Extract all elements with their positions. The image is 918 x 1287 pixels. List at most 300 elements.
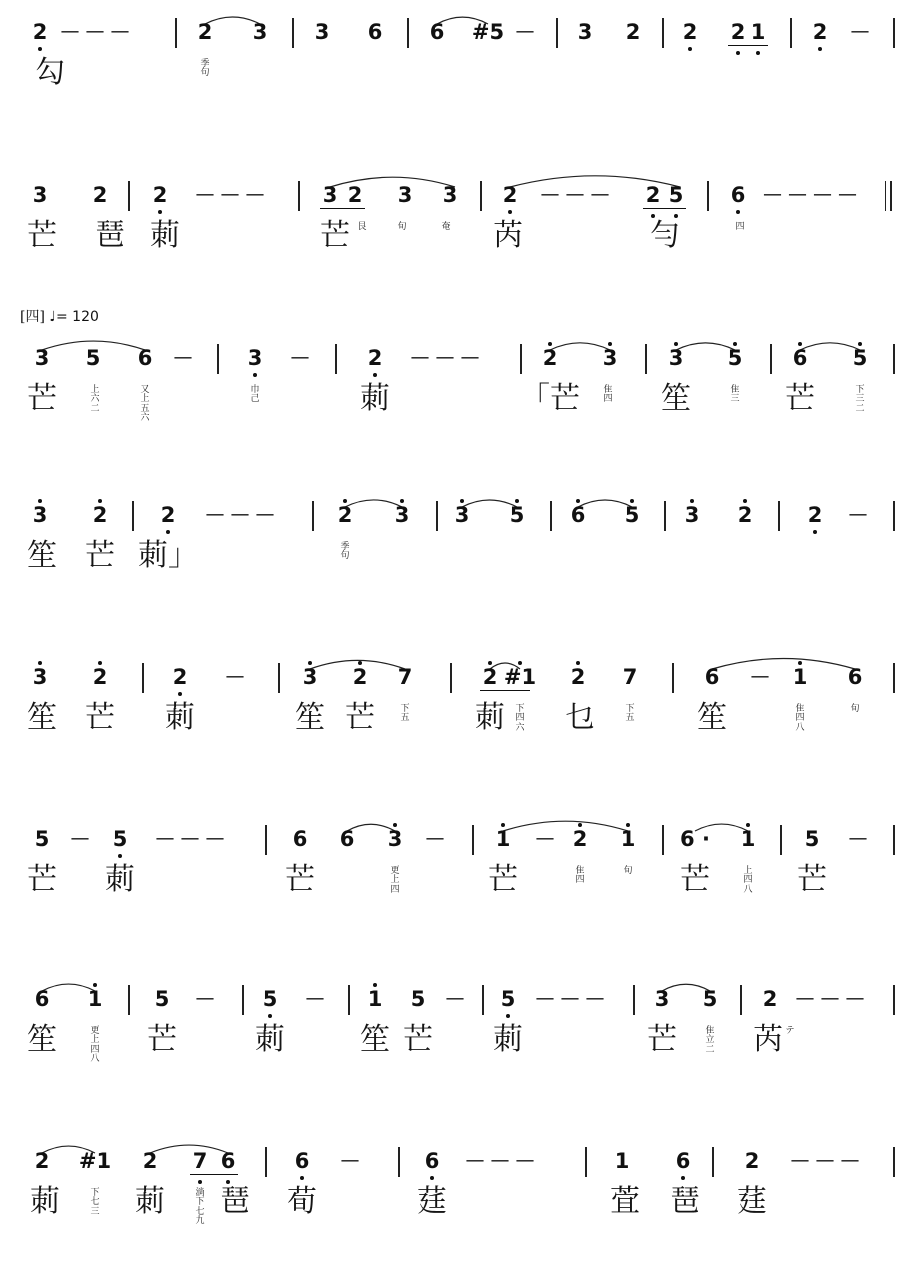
note-numeral: 3 [668,346,684,370]
upper-octave-dot [38,661,42,665]
duration-dash: — — — [410,346,480,368]
guqin-tablature-glyph: 乜 [565,700,595,735]
guqin-tablature-glyph: 芒 [345,700,375,735]
upper-octave-dot [373,983,377,987]
guqin-tablature-glyph: 芒 [85,700,115,735]
barline [142,663,144,693]
note-numeral: 1 [740,827,756,851]
note-numeral: 3 [247,346,263,370]
tablature-annotation: 旬 [623,866,633,876]
tempo-mark: ♩= 120 [49,309,99,325]
duration-dash: — [173,346,193,368]
note-numeral: 5 [34,827,50,851]
barline [520,344,522,374]
note-numeral: 5 [154,987,170,1011]
note-numeral: 3 [684,503,700,527]
guqin-tablature-glyph: 莿 [150,218,180,253]
tablature-annotation: 季 句 [340,542,350,562]
guqin-tablature-glyph: 笙 [697,700,727,735]
lower-octave-dot [300,1176,304,1180]
upper-octave-dot [38,499,42,503]
note-numeral: 5 [410,987,426,1011]
upper-octave-dot [746,823,750,827]
duration-dash: — — — [205,503,275,525]
upper-octave-dot [308,661,312,665]
barline [550,501,552,531]
note-numeral: 6 [792,346,808,370]
note-numeral: 3 [32,665,48,689]
barline [217,344,219,374]
duration-dash: — — — [535,987,605,1009]
barline [740,985,742,1015]
guqin-tablature-glyph: 莿 [30,1184,60,1219]
upper-octave-dot [798,342,802,346]
eighth-underline [728,45,768,46]
note-numeral: 3 [454,503,470,527]
tablature-annotation: 隹 四 [575,866,585,886]
upper-octave-dot [488,661,492,665]
tablature-annotation: 下 七 三 [90,1188,100,1217]
note-numeral: 7 [192,1149,208,1173]
note-numeral: 3 [654,987,670,1011]
tablature-annotation: 四 [735,222,745,232]
barline [298,181,300,211]
lower-octave-dot [681,1176,685,1180]
note-numeral: 6 [847,665,863,689]
note-numeral: 5 [262,987,278,1011]
tablature-annotation: 下 五 [625,704,635,724]
tablature-annotation: 下 三 二 [855,385,865,414]
tablature-annotation: 隹 立 二 [705,1026,715,1055]
tablature-annotation: 旬 [397,222,407,232]
lower-octave-dot [253,373,257,377]
note-numeral: 3 [602,346,618,370]
upper-octave-dot [515,499,519,503]
duration-dash: — [445,987,465,1009]
barline [778,501,780,531]
guqin-tablature-glyph: 莿 [135,1184,165,1219]
duration-dash: — [750,665,770,687]
duration-dash: — — — — [762,183,858,205]
note-numeral: 1 [792,665,808,689]
note-numeral: 6 [730,183,746,207]
guqin-tablature-glyph: 荀 [287,1184,317,1219]
guqin-tablature-glyph: 芒 [27,218,57,253]
barline [480,181,482,211]
duration-dash: — — — [60,20,130,42]
note-numeral: 2 [645,183,661,207]
barline [436,501,438,531]
lower-octave-dot [818,47,822,51]
lower-octave-dot [813,530,817,534]
note-numeral: 5 [804,827,820,851]
upper-octave-dot [858,342,862,346]
slur [503,821,628,831]
note-numeral: 2 [737,503,753,527]
guqin-tablature-glyph: 芒 [785,381,815,416]
upper-octave-dot [393,823,397,827]
barline [242,985,244,1015]
note-numeral: 3 [34,346,50,370]
note-numeral: 6 [429,20,445,44]
barline [893,501,895,531]
duration-dash: — [340,1149,360,1171]
guqin-tablature-glyph: 笙 [360,1022,390,1057]
slur [800,343,860,350]
barline [893,1147,895,1177]
upper-octave-dot [690,499,694,503]
note-numeral: 2 [142,1149,158,1173]
lower-octave-dot [756,51,760,55]
barline [407,18,409,48]
note-numeral: 3 [387,827,403,851]
barline [664,501,666,531]
barline [893,18,895,48]
upper-octave-dot [578,823,582,827]
eighth-underline [190,1174,238,1175]
note-numeral: 2 [572,827,588,851]
lower-octave-dot [508,210,512,214]
upper-octave-dot [98,499,102,503]
barline [893,985,895,1015]
note-numeral: 2 [32,20,48,44]
lower-octave-dot [178,692,182,696]
guqin-tablature-glyph: 莿」 [138,538,198,573]
note-numeral: 6 [704,665,720,689]
note-numeral: 2 [502,183,518,207]
slur-layer [0,1133,918,1163]
note-numeral: 2 [570,665,586,689]
barline [128,181,130,211]
guqin-tablature-glyph: 笙 [27,700,57,735]
guqin-tablature-glyph: 莿 [475,700,505,735]
upper-octave-dot [343,499,347,503]
note-numeral: 2 [352,665,368,689]
guqin-tablature-glyph: 芒 [680,862,710,897]
note-numeral: 6 [137,346,153,370]
duration-dash: — [535,827,555,849]
guqin-tablature-glyph: 莿 [105,862,135,897]
barline [450,663,452,693]
note-numeral: 2 [807,503,823,527]
duration-dash: — — — [790,1149,860,1171]
note-numeral: 6 [570,503,586,527]
upper-octave-dot [93,983,97,987]
duration-dash: — — — [465,1149,535,1171]
barline [335,344,337,374]
upper-octave-dot [743,499,747,503]
score-system-8 [0,1147,918,1287]
lower-octave-dot [736,51,740,55]
barline [265,825,267,855]
slur [676,343,735,350]
note-numeral: 2 [482,665,498,689]
upper-octave-dot [358,661,362,665]
note-numeral: 6 [339,827,355,851]
duration-dash: — [225,665,245,687]
guqin-tablature-glyph: 笙 [27,1022,57,1057]
tablature-annotation: 上 六 二 [90,385,100,414]
upper-octave-dot [548,342,552,346]
barline [633,985,635,1015]
duration-dash: — [305,987,325,1009]
guqin-tablature-glyph: 笙 [295,700,325,735]
note-numeral: 5 [702,987,718,1011]
note-numeral: 3 [322,183,338,207]
guqin-tablature-glyph: 芒 [27,381,57,416]
note-numeral: 6 · [680,827,710,851]
tablature-annotation: 隹 四 八 [795,704,805,733]
lower-octave-dot [118,854,122,858]
note-numeral: 2 [152,183,168,207]
lower-octave-dot [430,1176,434,1180]
note-numeral: 3 [314,20,330,44]
note-numeral: 1 [87,987,103,1011]
upper-octave-dot [460,499,464,503]
barline [132,501,134,531]
guqin-tablature-glyph: 笙 [661,381,691,416]
note-numeral: 2 [172,665,188,689]
guqin-tablature-glyph: 「芒 [520,381,580,416]
note-numeral: 5 [624,503,640,527]
duration-dash: — [515,20,535,42]
note-numeral: #1 [78,1149,112,1173]
barline [292,18,294,48]
upper-octave-dot [798,661,802,665]
barline [175,18,177,48]
duration-dash: — [848,827,868,849]
note-numeral: 3 [252,20,268,44]
guqin-tablature-glyph: 琶 [220,1184,250,1219]
note-numeral: 2 [92,503,108,527]
slur [345,500,402,507]
upper-octave-dot [626,823,630,827]
tablature-annotation: 奄 [441,222,451,232]
slur-layer [0,649,918,679]
note-numeral: 3 [302,665,318,689]
duration-dash: — — — [795,987,865,1009]
barline [265,1147,267,1177]
guqin-tablature-glyph: 芒 [85,538,115,573]
note-numeral: 2 [197,20,213,44]
note-numeral: 2 [730,20,746,44]
barline [672,663,674,693]
note-numeral: 2 [337,503,353,527]
barline [312,501,314,531]
note-numeral: 2 [367,346,383,370]
tablature-annotation: 隹 三 [730,385,740,405]
note-numeral: 1 [614,1149,630,1173]
note-numeral: #5 [471,20,505,44]
score-system-5 [0,663,918,803]
duration-dash: — — — [155,827,225,849]
barline [712,1147,714,1177]
guqin-tablature-glyph: 莿 [165,700,195,735]
note-numeral: 2 [812,20,828,44]
upper-octave-dot [98,661,102,665]
tablature-annotation: 上 四 八 [743,866,753,895]
guqin-tablature-glyph: 萓 [610,1184,640,1219]
lower-octave-dot [268,1014,272,1018]
tablature-annotation: 更 上 四 [390,866,400,895]
guqin-tablature-glyph: 莿 [255,1022,285,1057]
tablature-annotation: 隹 四 [603,385,613,405]
barline [398,1147,400,1177]
guqin-tablature-glyph: 莛 [737,1184,767,1219]
upper-octave-dot [501,823,505,827]
note-numeral: 1 [750,20,766,44]
note-numeral: 2 [347,183,363,207]
section-tempo-marker [20,306,99,326]
score-system-4 [0,501,918,641]
barline [278,663,280,693]
barline [348,985,350,1015]
upper-octave-dot [674,342,678,346]
note-numeral: 1 [620,827,636,851]
guqin-tablature-glyph: 芮 [753,1022,783,1057]
barline [893,663,895,693]
guqin-tablature-glyph: 勻 [650,218,680,253]
score-system-2 [0,181,918,321]
note-numeral: 6 [34,987,50,1011]
note-numeral: 6 [292,827,308,851]
score-system-3 [0,344,918,484]
note-numeral: 1 [367,987,383,1011]
note-numeral: 2 [625,20,641,44]
guqin-tablature-glyph: 勾 [35,55,65,90]
barline [770,344,772,374]
slur [712,658,855,669]
tablature-annotation: 更 上 四 八 [90,1026,100,1065]
duration-dash: — — — [540,183,610,205]
note-numeral: 6 [367,20,383,44]
barline [893,825,895,855]
tablature-annotation: 季 句 [200,59,210,79]
barline [780,825,782,855]
barline [662,825,664,855]
note-numeral: 6 [675,1149,691,1173]
guqin-tablature-glyph: 笙 [27,538,57,573]
duration-dash: — [848,503,868,525]
tablature-annotation: 旬 [850,704,860,714]
barline [472,825,474,855]
lower-octave-dot [38,47,42,51]
tablature-annotation: 艮 [357,222,367,232]
note-numeral: 7 [622,665,638,689]
note-numeral: #1 [503,665,537,689]
note-numeral: 2 [92,183,108,207]
note-numeral: 3 [32,503,48,527]
eighth-underline [320,208,365,209]
barline [556,18,558,48]
note-numeral: 2 [34,1149,50,1173]
score-system-7 [0,985,918,1125]
guqin-tablature-glyph: 琶 [95,218,125,253]
duration-dash: — [425,827,445,849]
note-numeral: 5 [112,827,128,851]
guqin-tablature-glyph: 芒 [285,862,315,897]
note-numeral: 2 [682,20,698,44]
slur [150,1145,228,1153]
lower-octave-dot [736,210,740,214]
score-system-1 [0,18,918,158]
note-numeral: 2 [762,987,778,1011]
note-numeral: 3 [577,20,593,44]
note-numeral: 3 [32,183,48,207]
slur [550,343,610,350]
guqin-tablature-glyph: 莿 [360,381,390,416]
barline [790,18,792,48]
duration-dash: — [850,20,870,42]
note-numeral: 5 [668,183,684,207]
slur-layer [0,4,918,34]
tablature-annotation: 巾 己 [250,385,260,405]
tablature-annotation: 下 五 [400,704,410,724]
note-numeral: 6 [294,1149,310,1173]
note-numeral: 5 [509,503,525,527]
duration-dash: — [195,987,215,1009]
upper-octave-dot [608,342,612,346]
upper-octave-dot [576,499,580,503]
guqin-tablature-glyph: 芒 [488,862,518,897]
note-numeral: 2 [92,665,108,689]
note-numeral: 1 [495,827,511,851]
section-number: [四] [20,309,45,325]
barline [707,181,709,211]
lower-octave-dot [506,1014,510,1018]
note-numeral: 6 [220,1149,236,1173]
note-numeral: 5 [85,346,101,370]
double-barline [885,181,892,211]
tablature-annotation: テ [785,1026,795,1036]
upper-octave-dot [630,499,634,503]
barline [893,344,895,374]
lower-octave-dot [688,47,692,51]
note-numeral: 7 [397,665,413,689]
guqin-tablature-glyph: 芮 [493,218,523,253]
guqin-tablature-glyph: 琶 [670,1184,700,1219]
guqin-tablature-glyph: 芒 [147,1022,177,1057]
lower-octave-dot [373,373,377,377]
tablature-annotation: 下 四 六 [515,704,525,733]
tablature-annotation: 又 上 五 六 [140,385,150,424]
guqin-tablature-glyph: 芒 [403,1022,433,1057]
lower-octave-dot [158,210,162,214]
guqin-tablature-glyph: 莿 [493,1022,523,1057]
guqin-tablature-glyph: 莛 [417,1184,447,1219]
lower-octave-dot [166,530,170,534]
note-numeral: 3 [397,183,413,207]
guqin-tablature-glyph: 芒 [320,218,350,253]
duration-dash: — [70,827,90,849]
upper-octave-dot [518,661,522,665]
upper-octave-dot [400,499,404,503]
guqin-tablature-glyph: 芒 [647,1022,677,1057]
upper-octave-dot [733,342,737,346]
note-numeral: 2 [160,503,176,527]
note-numeral: 2 [744,1149,760,1173]
note-numeral: 3 [442,183,458,207]
upper-octave-dot [576,661,580,665]
barline [482,985,484,1015]
barline [585,1147,587,1177]
note-numeral: 3 [394,503,410,527]
note-numeral: 5 [727,346,743,370]
eighth-underline [643,208,686,209]
note-numeral: 5 [852,346,868,370]
tablature-annotation: 淌 下 七 九 [195,1188,205,1227]
guqin-tablature-glyph: 芒 [27,862,57,897]
